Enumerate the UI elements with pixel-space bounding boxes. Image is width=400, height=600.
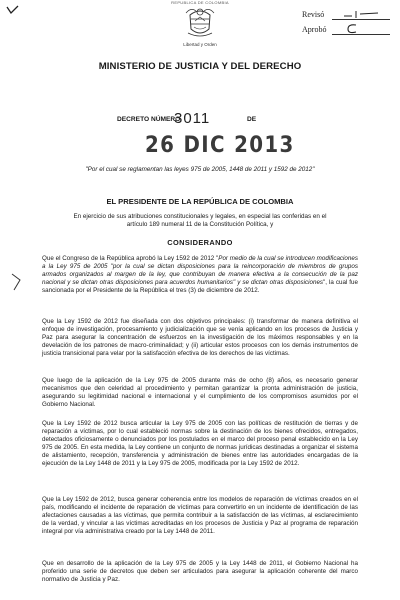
motto: Libertad y Orden bbox=[183, 42, 217, 47]
paragraph-4: Que la Ley 1592 de 2012 busca articular la Ley 975 de 2005 con las políticas de restitución de tierras y de reparación a víctimas, por lo cual estableció normas sobre la destinación de los bienes ofrecidos, entregados, detectados oficiosamente o denunciados por los postulados en el marco del proceso penal establecido en la Ley 975 de 2005. En esta medida, la Ley contiene un conjunto de normas jurídicas destinadas a organizar el sistema de alistamiento, recepción, transferencia y administración de bienes entre las autoridades encargadas de la ejecución de la Ley 1448 de 2011 y la Ley 975 de 2005, modificada por la Ley 1592 de 2012. bbox=[42, 420, 358, 468]
paragraph-6: Que en desarrollo de la aplicación de la Ley 975 de 2005 y la Ley 1448 de 2011, el Gobierno Nacional ha proferido una serie de decretos que deben ser articulados para asegurar la aplicación coherente del marco normativo de Justicia y Paz. bbox=[42, 560, 358, 584]
paragraph-1-intro: Que el Congreso de la República aprobó la Ley 1592 de 2012 " bbox=[42, 255, 219, 262]
paragraph-1 bbox=[42, 255, 358, 295]
decree-number-label: DECRETO NÚMERO bbox=[117, 116, 181, 123]
decree-date-stamp: 26 DIC 2013 bbox=[145, 133, 295, 158]
coat-of-arms-seal bbox=[185, 5, 215, 39]
republic-header: REPUBLICA DE COLOMBIA bbox=[171, 0, 229, 5]
considerando-heading: CONSIDERANDO bbox=[167, 238, 233, 247]
paragraph-3: Que luego de la aplicación de la Ley 975 de 2005 durante más de ocho (8) años, es necesario generar mecanismos que den celeridad al procedimiento y permitan garantizar la pronta administración de justicia, asegurando su legitimidad nacional e internacional y el cumplimiento de los compromisos asumidos por el Gobierno Nacional. bbox=[42, 377, 358, 409]
approver-initials bbox=[344, 22, 360, 35]
review-stamp bbox=[302, 7, 394, 37]
decree-number: 3011 bbox=[174, 110, 211, 127]
paragraph-1-quote: Por medio de la cual se introducen modificaciones a la Ley 975 de 2005 "por la cual se dictan disposiciones para la reincorporación de miembros de grupos armados organizados al margen de la ley, que contribuyan de manera efectiva a la consecución de la paz nacional y se dictan otras disposiciones para acuerdos humanitarios" y se dictan otras disposiciones bbox=[42, 255, 358, 287]
preamble: En ejercicio de sus atribuciones constitucionales y legales, en especial las conferidas en el artículo 189 numeral 11 de la Constitución Política, y bbox=[73, 213, 327, 229]
margin-hand-mark bbox=[8, 272, 24, 312]
decree-number-row bbox=[0, 110, 400, 130]
stamp-reviewed-line bbox=[332, 19, 390, 20]
stamp-reviewed-label: Revisó bbox=[302, 10, 325, 19]
decree-de-label: DE bbox=[247, 116, 257, 123]
president-heading: EL PRESIDENTE DE LA REPÚBLICA DE COLOMBIA bbox=[106, 197, 294, 206]
paragraph-1-end: ", la cual fue sancionada por el Presidente de la República el tres (3) de diciembre de 2012. bbox=[42, 279, 358, 295]
paragraph-5: Que la Ley 1592 de 2012, busca generar coherencia entre los modelos de reparación de víctimas creados en el país, modificando el incidente de reparación de víctimas para convertirlo en un incidente de identificación de las afectaciones causadas a las víctimas, que permita contribuir a la satisfacción de las víctimas, al esclarecimiento de la verdad, y vincular a las víctimas acreditadas en los procesos de Justicia y Paz al programa de reparación integral por vía administrativa creado por la Ley 1448 de 2011. bbox=[42, 496, 358, 536]
stamp-approved-line bbox=[332, 34, 390, 35]
corner-check-mark bbox=[6, 4, 20, 18]
ministry-title: MINISTERIO DE JUSTICIA Y DEL DERECHO bbox=[98, 61, 302, 72]
stamp-approved-label: Aprobó bbox=[302, 25, 327, 34]
reviewer-initials bbox=[342, 8, 382, 19]
paragraph-2: Que la Ley 1592 de 2012 fue diseñada con dos objetivos principales: (i) transformar de manera definitiva el enfoque de investigación, procesamiento y judicialización que se venía aplicando en los procesos de Justicia y Paz para asegurar la concentración de esfuerzos en la investigación de los máximos responsables y en la develación de los patrones de macro-criminalidad; y (ii) articular estos procesos con los demás instrumentos de justicia transicional para velar por la satisfacción efectiva de los derechos de las víctimas. bbox=[42, 318, 358, 358]
decree-subtitle: "Por el cual se reglamentan las leyes 975 de 2005, 1448 de 2011 y 1592 de 2012" bbox=[85, 166, 315, 173]
